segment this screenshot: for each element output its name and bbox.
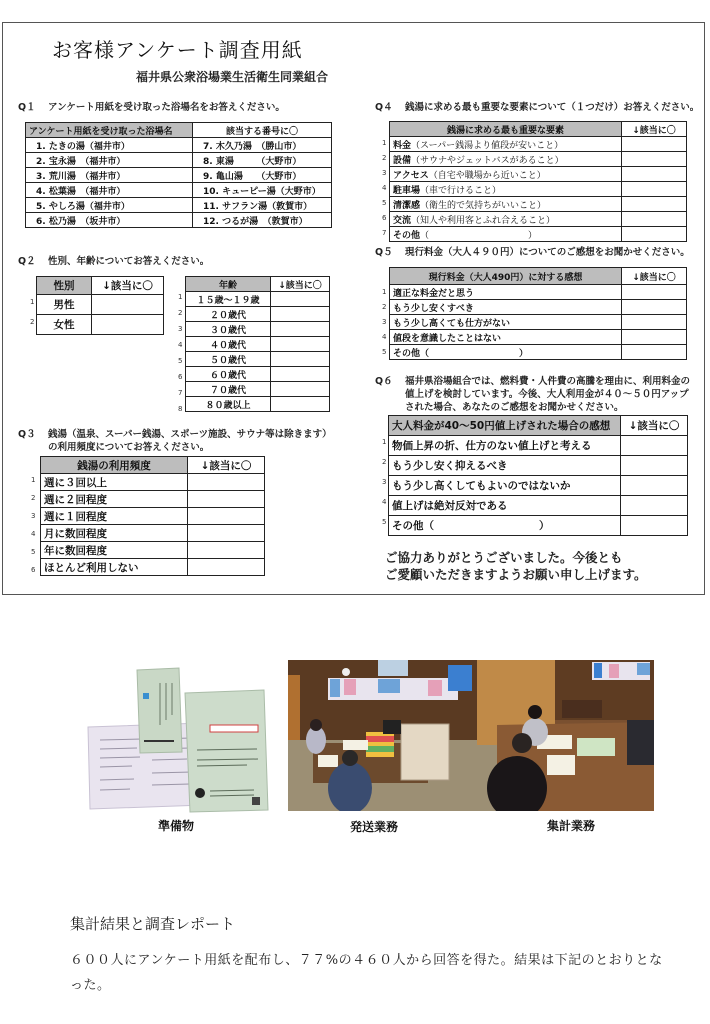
element-option: 清潔感（衛生的で気持ちがいいこと）	[390, 197, 622, 212]
photo-tabulation-work	[477, 660, 654, 811]
frequency-check-cell[interactable]	[188, 491, 265, 508]
price-table	[389, 267, 687, 360]
frequency-check-cell[interactable]	[188, 508, 265, 525]
q1-header-left: アンケート用紙を受け取った浴場名	[26, 123, 193, 138]
age-option: ８０歳以上	[186, 397, 271, 412]
age-check-cell[interactable]	[271, 307, 330, 322]
frequency-header: 銭湯の利用頻度	[41, 457, 188, 474]
price-check-cell[interactable]	[622, 300, 687, 315]
gender-check-cell[interactable]	[92, 315, 164, 335]
increase-option: その他（ ）	[389, 516, 621, 536]
bathhouse-option[interactable]: 7. 木久乃湯 （勝山市）	[193, 138, 332, 153]
q3-question: Q３ 銭湯（温泉、スーパー銭湯、スポーツ施設、サウナ等は除きます） の利用頻度についてお答えください。	[18, 429, 332, 453]
photo-mailing-work	[288, 660, 477, 811]
age-check-cell[interactable]	[271, 352, 330, 367]
age-option: ２０歳代	[186, 307, 271, 322]
increase-check-header: ↓該当に〇	[621, 416, 688, 436]
frequency-option: 年に数回程度	[41, 542, 188, 559]
frequency-check-cell[interactable]	[188, 559, 265, 576]
element-check-cell[interactable]	[622, 227, 687, 242]
bathhouse-option[interactable]: 11. サフラン湯（敦賀市）	[193, 198, 332, 213]
age-option: ５０歳代	[186, 352, 271, 367]
frequency-check-cell[interactable]	[188, 474, 265, 491]
element-check-cell[interactable]	[622, 182, 687, 197]
price-option: その他（ ）	[390, 345, 622, 360]
price-option: もう少し安くすべき	[390, 300, 622, 315]
element-option: その他（ ）	[390, 227, 622, 242]
q6-question: Q６ 福井県浴場組合では、燃料費・人件費の高騰を理由に、利用料金の 値上げを検討しています。今後、大人利用金が４０～５０円アップ された場合、あなたのご感想をお聞かせください。	[375, 376, 691, 413]
frequency-option: 週に１回程度	[41, 508, 188, 525]
element-option: 交流（知人や利用客とふれ合えること）	[390, 212, 622, 227]
element-check-cell[interactable]	[622, 197, 687, 212]
age-check-cell[interactable]	[271, 367, 330, 382]
age-check-cell[interactable]	[271, 337, 330, 352]
bathhouse-option[interactable]: 10. キューピー湯（大野市）	[193, 183, 332, 198]
bathhouse-option[interactable]: 2. 宝永湯 （福井市）	[26, 153, 193, 168]
age-option: ４０歳代	[186, 337, 271, 352]
age-check-cell[interactable]	[271, 292, 330, 307]
price-check-cell[interactable]	[622, 285, 687, 300]
frequency-check-header: ↓該当に〇	[188, 457, 265, 474]
frequency-option: 週に２回程度	[41, 491, 188, 508]
element-check-cell[interactable]	[622, 137, 687, 152]
bathhouse-option[interactable]: 1. たきの湯（福井市）	[26, 138, 193, 153]
age-check-header: ↓該当に〇	[271, 277, 330, 292]
age-option: ６０歳代	[186, 367, 271, 382]
gender-header: 性別	[37, 277, 92, 295]
q5-question: Q５ 現行料金（大人４９０円）についてのご感想をお聞かせください。	[375, 247, 690, 258]
mailing-work-illustration	[288, 660, 477, 811]
age-option: １５歳～１９歳	[186, 292, 271, 307]
gender-option-female: 女性	[37, 315, 92, 335]
age-check-cell[interactable]	[271, 397, 330, 412]
element-header: 銭湯に求める最も重要な要素	[390, 122, 622, 137]
materials-illustration	[82, 665, 288, 813]
organization-name: 福井県公衆浴場業生活衛生同業組合	[136, 70, 329, 84]
age-check-cell[interactable]	[271, 322, 330, 337]
increase-option: 値上げは絶対反対である	[389, 496, 621, 516]
q1-table	[25, 122, 332, 228]
bathhouse-option[interactable]: 5. やしろ湯（福井市）	[26, 198, 193, 213]
q1-question: Q１ アンケート用紙を受け取った浴場名をお答えください。	[18, 102, 285, 113]
frequency-check-cell[interactable]	[188, 542, 265, 559]
element-check-cell[interactable]	[622, 152, 687, 167]
bathhouse-option[interactable]: 12. つるが湯 （敦賀市）	[193, 213, 332, 228]
frequency-option: ほとんど利用しない	[41, 559, 188, 576]
price-option: もう少し高くても仕方がない	[390, 315, 622, 330]
price-header: 現行料金（大人490円）に対する感想	[390, 268, 622, 285]
caption-preparation: 準備物	[158, 819, 195, 833]
price-option: 適正な料金だと思う	[390, 285, 622, 300]
increase-table	[388, 415, 688, 536]
photo-preparation-materials	[82, 665, 288, 813]
age-table	[185, 276, 330, 412]
element-option: 駐車場（車で行けること）	[390, 182, 622, 197]
price-check-cell[interactable]	[622, 315, 687, 330]
element-check-header: ↓該当に〇	[622, 122, 687, 137]
gender-check-header: ↓該当に〇	[92, 277, 164, 295]
bathhouse-option[interactable]: 9. 亀山湯 （大野市）	[193, 168, 332, 183]
increase-check-cell[interactable]	[621, 496, 688, 516]
bathhouse-option[interactable]: 6. 松乃湯 （坂井市）	[26, 213, 193, 228]
element-check-cell[interactable]	[622, 167, 687, 182]
increase-option: もう少し安く抑えるべき	[389, 456, 621, 476]
q2-question: Q２ 性別、年齢についてお答えください。	[18, 256, 210, 267]
frequency-check-cell[interactable]	[188, 525, 265, 542]
bathhouse-option[interactable]: 8. 東湯 （大野市）	[193, 153, 332, 168]
bathhouse-option[interactable]: 4. 松葉湯 （福井市）	[26, 183, 193, 198]
gender-option-male: 男性	[37, 295, 92, 315]
frequency-option: 週に３回以上	[41, 474, 188, 491]
age-header: 年齢	[186, 277, 271, 292]
increase-check-cell[interactable]	[621, 516, 688, 536]
element-option: 料金（スーパー銭湯より値段が安いこと）	[390, 137, 622, 152]
age-option: ３０歳代	[186, 322, 271, 337]
q4-question: Q４ 銭湯に求める最も重要な要素について（１つだけ）お答えください。	[375, 102, 700, 113]
increase-check-cell[interactable]	[621, 476, 688, 496]
increase-header: 大人料金が40～50円値上げされた場合の感想	[389, 416, 621, 436]
increase-option: 物価上昇の折、仕方のない値上げと考える	[389, 436, 621, 456]
frequency-option: 月に数回程度	[41, 525, 188, 542]
bathhouse-option[interactable]: 3. 荒川湯 （福井市）	[26, 168, 193, 183]
element-option: アクセス（自宅や職場から近いこと）	[390, 167, 622, 182]
report-heading: 集計結果と調査レポート	[70, 915, 236, 933]
price-option: 値段を意識したことはない	[390, 330, 622, 345]
increase-check-cell[interactable]	[621, 436, 688, 456]
age-check-cell[interactable]	[271, 382, 330, 397]
caption-tabulation: 集計業務	[547, 819, 596, 833]
price-check-cell[interactable]	[622, 345, 687, 360]
increase-option: もう少し高くしてもよいのではないか	[389, 476, 621, 496]
caption-mailing: 発送業務	[350, 820, 399, 834]
element-table	[389, 121, 687, 242]
gender-table	[36, 276, 164, 335]
q1-header-right: 該当する番号に〇	[193, 123, 332, 138]
report-body-text: ６００人にアンケート用紙を配布し、７７%の４６０人から回答を得た。結果は下記のとおりとなった。	[70, 953, 663, 993]
increase-check-cell[interactable]	[621, 456, 688, 476]
element-option: 設備（サウナやジェットバスがあること）	[390, 152, 622, 167]
element-check-cell[interactable]	[622, 212, 687, 227]
frequency-table	[40, 456, 265, 576]
thank-you-message: ご協力ありがとうございました。今後とも ご愛顧いただきますようお願い申し上げます。	[385, 550, 647, 582]
age-option: ７０歳代	[186, 382, 271, 397]
tabulation-work-illustration	[477, 660, 654, 811]
form-title: お客様アンケート調査用紙	[52, 38, 303, 62]
price-check-cell[interactable]	[622, 330, 687, 345]
gender-check-cell[interactable]	[92, 295, 164, 315]
price-check-header: ↓該当に〇	[622, 268, 687, 285]
